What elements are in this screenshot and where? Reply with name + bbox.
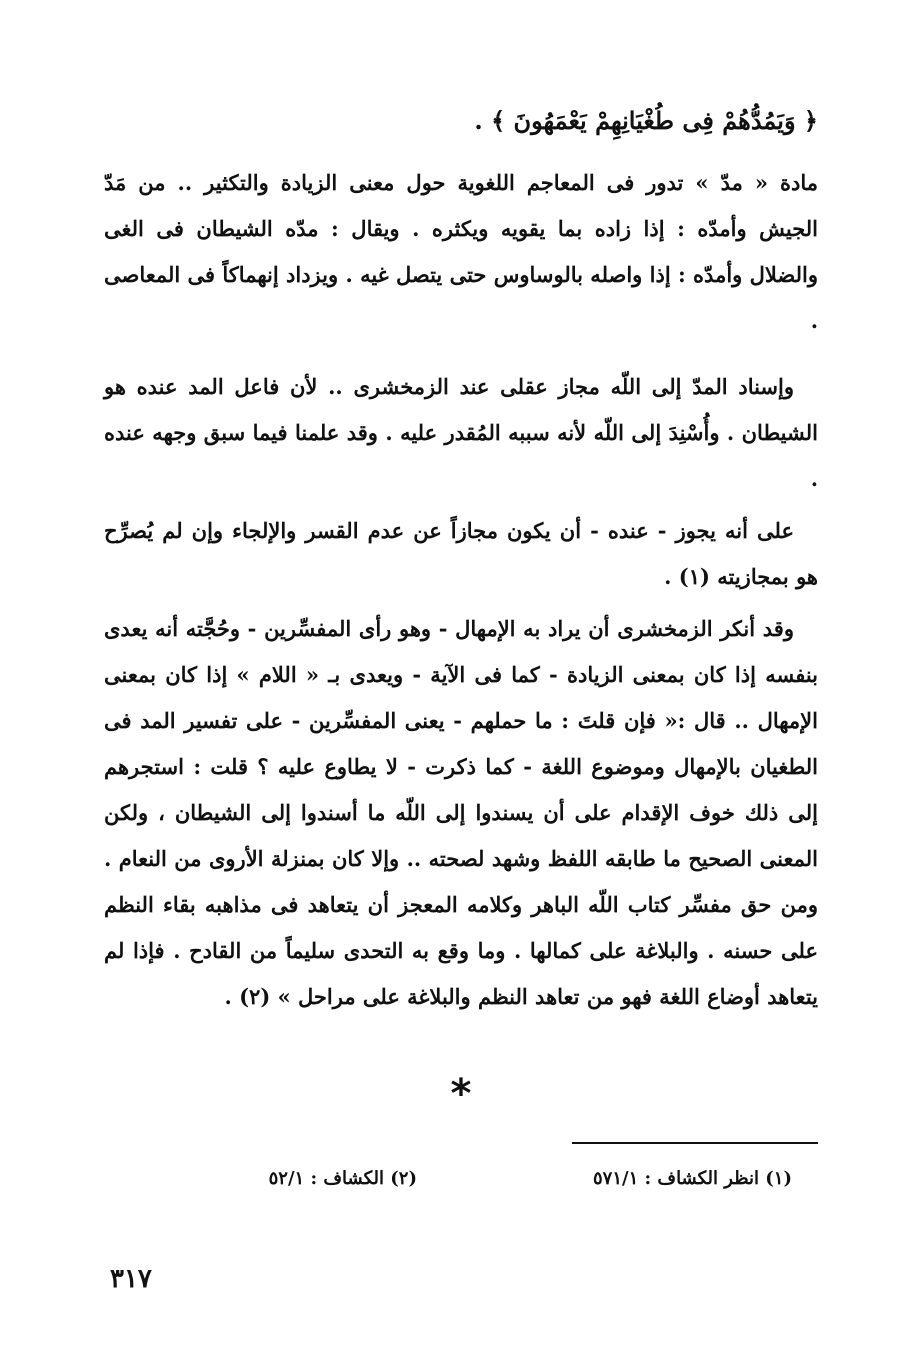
footnote-rule — [572, 1142, 818, 1144]
paragraph-text: وقد أنكر الزمخشرى أن يراد به الإمهال - وهو رأى المفسِّرين - وحُجَّته أنه يعدى بنفسه إذا كان بمعنى الزيادة - كما فى الآية - ويعدى بـ « اللام » إذا كان بمعنى الإمهال .. قال :« فإن قلتَ : ما حملهم - يعنى المفسِّرين - على تفسير المد فى الطغيان بالإمهال وموضوع اللغة - كما ذكرت - لا يطاوع عليه ؟ قلت : استجرهم إلى ذلك خوف الإقدام على أن يسندوا إلى اللّه ما أسندوا إلى الشيطان ، ولكن المعنى الصحيح ما طابقه اللفظ وشهد لصحته .. وإلا كان بمنزلة الأروى من النعام . ومن حق مفسِّر كتاب اللّه الباهر وكلامه المعجز أن يتعاهد فى مذاهبه بقاء النظم على حسنه . والبلاغة على كمالها . وما وقع به التحدى سليماً من القادح . فإذا لم يتعاهد أوضاع اللغة فهو من تعاهد النظم والبلاغة على مراحل » (٢) . — [104, 616, 818, 1009]
paragraph-text: وإسناد المدّ إلى اللّه مجاز عقلى عند الزمخشرى .. لأن فاعل المد عنده هو الشيطان . وأُسْنِدَ إلى اللّه لأنه سببه المُقدر عليه . وقد علمنا فيما سبق وجهه عنده . — [104, 374, 818, 491]
section-separator: * — [450, 1071, 472, 1117]
paragraph-madda-definition — [104, 160, 818, 344]
footnote-1: (١) انظر الكشاف : ٥٧١/١ — [592, 1168, 792, 1189]
paragraph-zamakhshari-quote — [104, 606, 818, 1020]
quran-verse: ﴿ وَيَمُدُّهُمْ فِى طُغْيَانِهِمْ يَعْمَهُونَ ﴾ . — [474, 106, 818, 135]
footnote-2: (٢) الكشاف : ٥٢/١ — [268, 1168, 417, 1189]
paragraph-text: على أنه يجوز - عنده - أن يكون مجازاً عن عدم القسر والإلجاء وإن لم يُصرِّح هو بمجازيته (١) . — [104, 518, 818, 589]
paragraph-text: مادة « مدّ » تدور فى المعاجم اللغوية حول معنى الزيادة والتكثير .. من مَدّ الجيش وأمدّه : إذا زاده بما يقويه ويكثره . ويقال : مدّه الشيطان فى الغى والضلال وأمدّه : إذا واصله بالوساوس حتى يتصل غيه . ويزداد إنهماكاً فى المعاصى . — [104, 170, 818, 333]
paragraph-majaz — [104, 508, 818, 600]
page-number: ٣١٧ — [110, 1264, 152, 1294]
paragraph-isnad — [104, 364, 818, 502]
